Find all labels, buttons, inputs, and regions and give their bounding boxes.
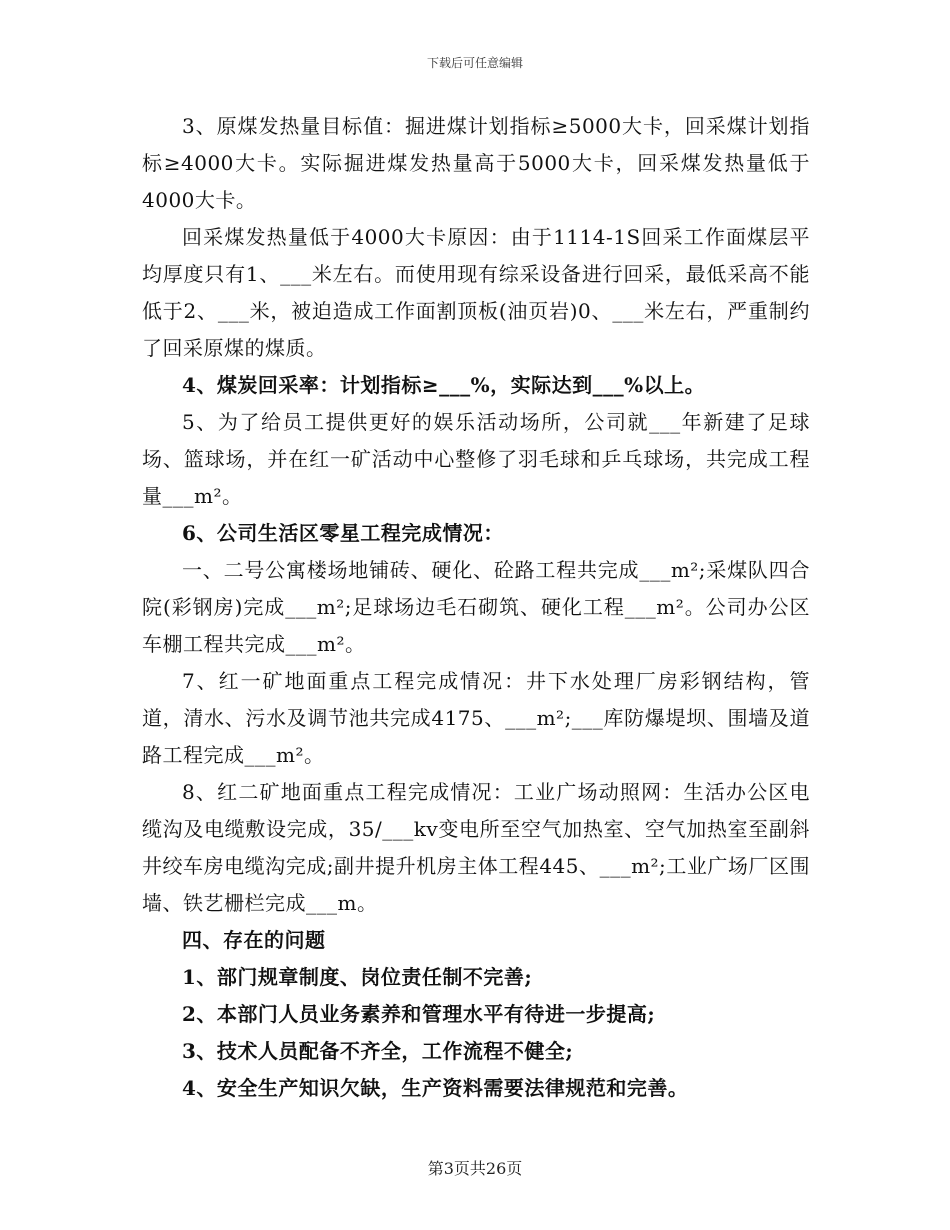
problem-item-1: 1、部门规章制度、岗位责任制不完善; [182,965,533,989]
problem-item-3: 3、技术人员配备不齐全，工作流程不健全; [182,1039,574,1063]
paragraph-sports-facilities: 5、为了给员工提供更好的娱乐活动场所，公司就___年新建了足球场、篮球场，并在红一矿活动中心整修了羽毛球和乒乓球场，共完成工程量___m²。 [142,410,810,508]
problem-item-2: 2、本部门人员业务素养和管理水平有待进一步提高; [182,1002,656,1026]
document-body [142,108,810,1107]
paragraph-recovery-rate: 4、煤炭回采率：计划指标≥___%，实际达到___%以上。 [182,373,706,397]
paragraph-heat-reason: 回采煤发热量低于4000大卡原因：由于1114-1S回采工作面煤层平均厚度只有1、___米左右。而使用现有综采设备进行回采，最低采高不能低于2、___米，被迫造成工作面割顶板(油页岩)0、___米左右，严重制约了回采原煤的煤质。 [142,225,810,360]
problem-item-4: 4、安全生产知识欠缺，生产资料需要法律规范和完善。 [182,1076,689,1100]
paragraph-living-area-works: 一、二号公寓楼场地铺砖、硬化、砼路工程共完成___m²;采煤队四合院(彩钢房)完成___m²;足球场边毛石砌筑、硬化工程___m²。公司办公区车棚工程共完成___m²。 [142,558,810,656]
paragraph-mine-one-works: 7、红一矿地面重点工程完成情况：井下水处理厂房彩钢结构，管道，清水、污水及调节池共完成4175、___m²;___库防爆堤坝、围墙及道路工程完成___m²。 [142,669,810,767]
paragraph-heat-target: 3、原煤发热量目标值：掘进煤计划指标≥5000大卡，回采煤计划指标≥4000大卡。实际掘进煤发热量高于5000大卡，回采煤发热量低于4000大卡。 [142,114,810,212]
section-heading-problems: 四、存在的问题 [182,928,326,952]
paragraph-living-area-heading: 6、公司生活区零星工程完成情况： [182,521,504,545]
page-footer: 第3页共26页 [427,1159,523,1178]
page-header: 下载后可任意编辑 [426,56,523,70]
paragraph-mine-two-works: 8、红二矿地面重点工程完成情况：工业广场动照网：生活办公区电缆沟及电缆敷设完成，35/___kv变电所至空气加热室、空气加热室至副斜井绞车房电缆沟完成;副井提升机房主体工程445、___m²;工业广场厂区围墙、铁艺栅栏完成___m。 [142,780,810,915]
